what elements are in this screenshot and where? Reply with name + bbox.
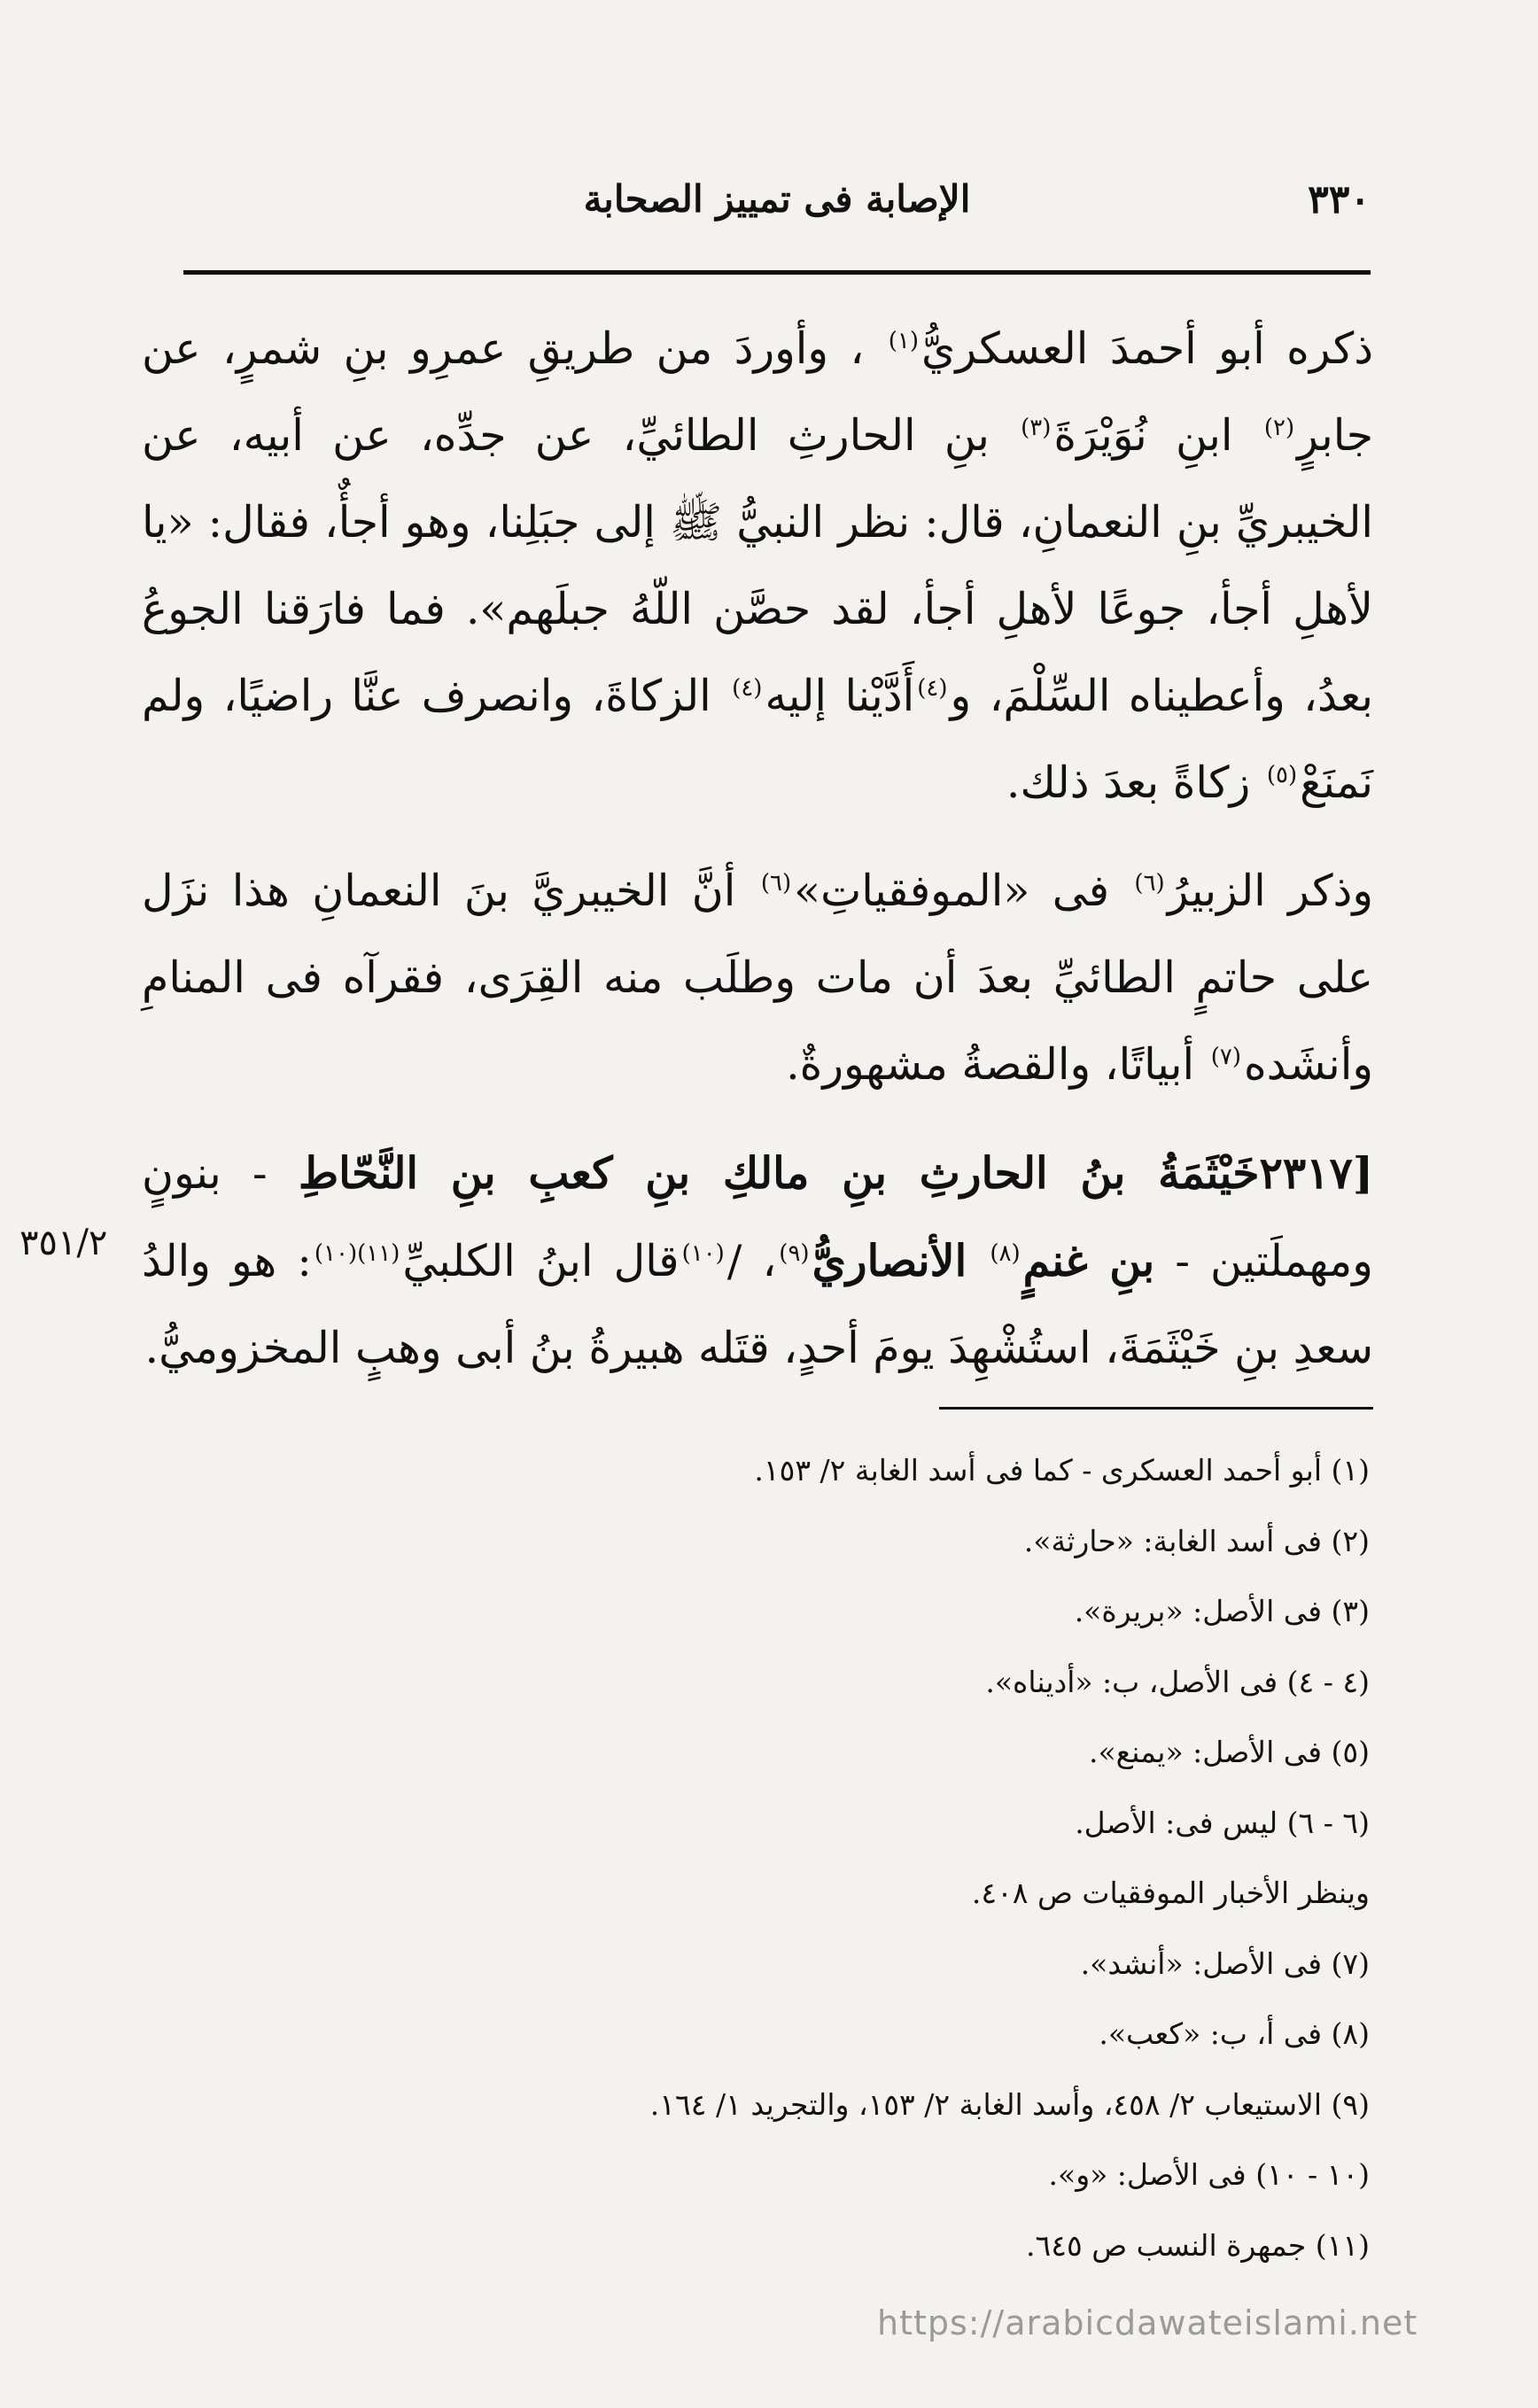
margin-reference: ٣٥١/٢ <box>19 1223 108 1263</box>
entry-name-cont: بنِ غنمٍ <box>1022 1235 1155 1286</box>
footnote: (٧) فى الأصل: «أنشد». <box>1080 1946 1370 1981</box>
footnote-ref: (٢) <box>1263 414 1295 441</box>
footnote-ref: (١٠) <box>681 1239 725 1267</box>
main-text <box>142 306 1373 1392</box>
entry-name: خَيْثَمَةُ بنُ الحارثِ بنِ مالكِ بنِ كعبِ بنِ النَّحّاطِ <box>298 1147 1260 1199</box>
text-run: وذكر الزبيرُ <box>1167 866 1374 916</box>
page-header <box>183 177 1371 239</box>
footnote-ref: (١١)(١٠) <box>314 1239 400 1267</box>
footnote-ref: (٤) <box>917 674 948 702</box>
footnote: (٦ - ٦) ليس فى: الأصل. <box>1075 1805 1370 1840</box>
footnote: (٨) فى أ، ب: «كعب». <box>1099 2016 1370 2051</box>
footnote-ref: (٧) <box>1210 1043 1241 1070</box>
entry-number: [٢٣١٧ <box>1259 1147 1373 1199</box>
footnote: (١٠ - ١٠) فى الأصل: «و». <box>1048 2157 1370 2192</box>
paragraph-zubair <box>142 848 1373 1108</box>
text-run: زكاةً بعدَ ذلك. <box>1006 757 1251 808</box>
footnote-ref: (٦) <box>1134 869 1165 897</box>
footnote-ref: (٣) <box>1021 414 1052 441</box>
footnote: (٥) فى الأصل: «يمنع». <box>1088 1735 1370 1769</box>
text-run: فى «الموفقياتِ» <box>794 866 1109 916</box>
text-run: ابنِ نُوَيْرَةَ <box>1053 410 1233 461</box>
footnote: وينظر الأخبار الموفقيات ص ٤٠٨. <box>971 1876 1370 1910</box>
watermark: https://arabicdawateislami.net <box>877 2303 1418 2342</box>
text-run: ، / <box>726 1236 777 1286</box>
footnote-ref: (٤) <box>732 674 763 702</box>
page-number: ٣٣٠ <box>1308 177 1371 222</box>
footnote: (٢) فى أسد الغابة: «حارثة». <box>1023 1523 1370 1558</box>
footnote: (١١) جمهرة النسب ص ٦٤٥. <box>1026 2227 1370 2263</box>
footnote-ref: (٨) <box>990 1239 1021 1267</box>
text-run: أَدَّيْنا إليه <box>765 671 915 721</box>
footnote: (٩) الاستيعاب ٢/ ٤٥٨، وأسد الغابة ٢/ ١٥٣، والتجريد ١/ ١٦٤. <box>649 2086 1370 2122</box>
footnotes <box>156 1435 1370 2280</box>
text-run: أنَّ الخيبريَّ بنَ النعمانِ هذا نزَل على حاتمٍ الطائيِّ بعدَ أن مات وطلَب منه القِرَى، فقرآه فى المنامِ وأنشَده <box>142 866 1373 1090</box>
entry-nisba: الأنصاريُّ <box>812 1235 967 1286</box>
footnote-rule <box>939 1407 1373 1410</box>
footnote-ref: (١) <box>888 327 920 354</box>
running-title: الإصابة فى تمييز الصحابة <box>583 177 971 221</box>
entry-khaythama <box>142 1130 1373 1392</box>
footnote-ref: (٦) <box>760 869 792 897</box>
paragraph-askari <box>142 306 1373 827</box>
text-run: قال ابنُ الكلبيِّ <box>402 1236 680 1286</box>
text-run: أبياتًا، والقصةُ مشهورةٌ. <box>786 1039 1195 1090</box>
footnote: (٤ - ٤) فى الأصل، ب: «أديناه». <box>985 1664 1370 1699</box>
text-run: الزكاةَ، وانصرف عنَّا راضيًا، ولم نَمنَعْ <box>142 671 1373 808</box>
text-run: ، وأوردَ من طريقِ عمرِو بنِ شمرٍ، عن جابرٍ <box>142 323 1373 461</box>
footnote-ref: (٩) <box>779 1239 810 1267</box>
text-run: بنِ الحارثِ الطائيِّ، عن جدِّه، عن أبيه، عن الخيبريِّ بنِ النعمانِ، قال: نظر النبيُّ ﷺ إلى جبَلِنا، وهو أجأٌ، فقال: «يا لأهلِ أجأ، جوعًا لأهلِ أجأ، لقد حصَّن اللّهُ جبلَهم». فما فارَقنا الجوعُ بعدُ، وأعطيناه السِّلْمَ، و <box>142 410 1373 721</box>
footnote: (١) أبو أحمد العسكرى - كما فى أسد الغابة ٢/ ١٥٣. <box>754 1453 1370 1488</box>
footnote: (٣) فى الأصل: «بريرة». <box>1074 1594 1370 1628</box>
footnote-ref: (٥) <box>1266 761 1298 788</box>
text-run: - بنونٍ ومهملَتين - <box>142 1148 1373 1286</box>
text-run: ذكره أبو أحمدَ العسكريُّ <box>921 323 1374 374</box>
text-run: : هو والدُ سعدِ بنِ خَيْثَمَةَ، استُشْهِدَ يومَ أحدٍ، قتَله هبيرةُ بنُ أبى وهبٍ المخزوميُّ. <box>142 1236 1373 1373</box>
header-rule <box>183 270 1371 275</box>
